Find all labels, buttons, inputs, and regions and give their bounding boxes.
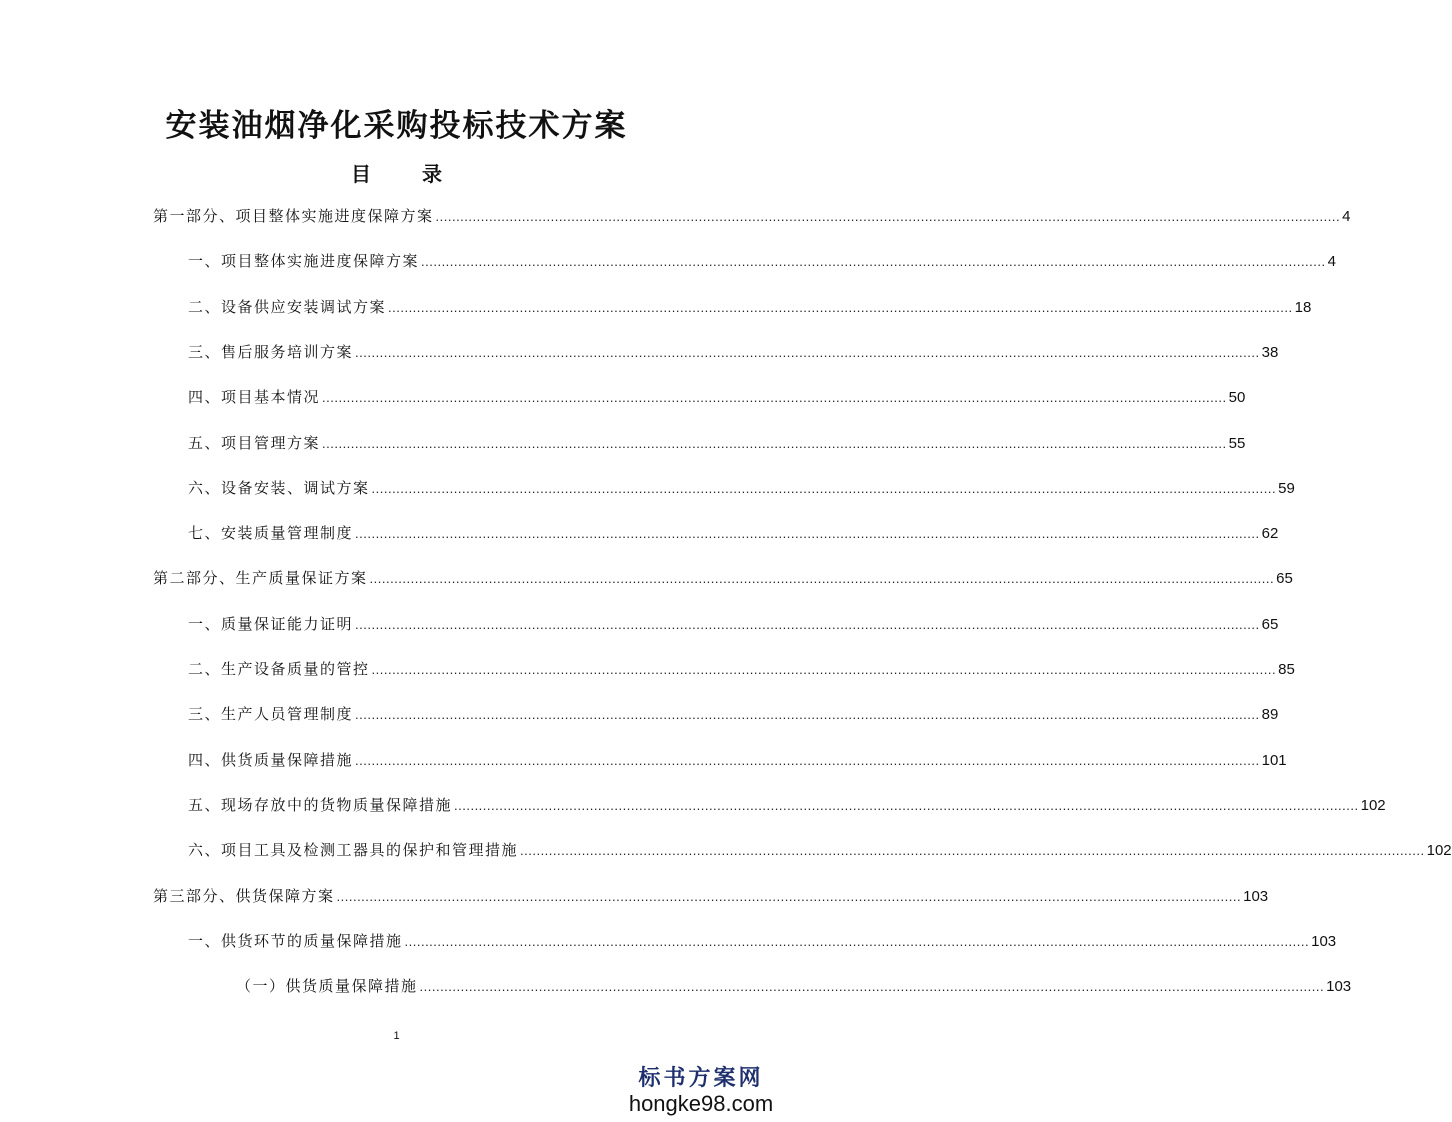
toc-entry[interactable] [153, 567, 1293, 589]
toc-dot-leader: ............................................................................................................................................................................................................................ [520, 843, 1425, 859]
toc-entry-label: 第二部分、生产质量保证方案 [153, 569, 368, 588]
toc-dot-leader: ............................................................................................................................................................................................................................ [371, 662, 1277, 677]
toc-entry-page-number: 103 [1326, 978, 1352, 996]
page-number: 1 [393, 1030, 400, 1042]
table-of-contents [0, 205, 1452, 1017]
toc-entry-label: 第三部分、供货保障方案 [153, 886, 335, 905]
toc-entry-page-number: 4 [1327, 253, 1336, 271]
toc-entry-label: 二、设备供应安装调试方案 [188, 297, 387, 316]
toc-entry-page-number: 102 [1426, 842, 1452, 860]
toc-entry-page-number: 62 [1261, 525, 1279, 543]
toc-entry[interactable] [188, 522, 1279, 544]
toc-dot-leader: ............................................................................................................................................................................................................................ [388, 299, 1293, 315]
toc-entry-label: 一、供货环节的质量保障措施 [188, 931, 403, 950]
toc-entry-page-number: 18 [1294, 298, 1312, 316]
toc-dot-leader: ............................................................................................................................................................................................................................ [355, 752, 1260, 768]
toc-entry-label: 一、项目整体实施进度保障方案 [188, 252, 420, 271]
toc-entry[interactable] [188, 386, 1246, 408]
toc-entry-label: （一）供货质量保障措施 [236, 977, 418, 996]
toc-entry-label: 七、安装质量管理制度 [188, 524, 354, 543]
watermark-url-text: hongke98.com [628, 1091, 774, 1116]
toc-dot-leader: ............................................................................................................................................................................................................................ [421, 254, 1326, 270]
toc-entry-page-number: 103 [1311, 932, 1337, 950]
toc-dot-leader: ............................................................................................................................................................................................................................ [322, 390, 1227, 406]
toc-entry-page-number: 4 [1342, 208, 1351, 225]
toc-dot-leader: ............................................................................................................................................................................................................................ [419, 979, 1325, 995]
toc-entry-page-number: 102 [1360, 796, 1386, 814]
toc-entry-page-number: 59 [1278, 479, 1295, 497]
toc-entry-page-number: 38 [1261, 343, 1279, 361]
toc-entry[interactable] [188, 341, 1279, 363]
toc-entry-page-number: 65 [1276, 570, 1293, 588]
toc-dot-leader: ............................................................................................................................................................................................................................ [336, 888, 1242, 904]
toc-entry-label: 四、供货质量保障措施 [188, 750, 354, 769]
toc-dot-leader: ............................................................................................................................................................................................................................ [369, 571, 1275, 587]
toc-dot-leader: ............................................................................................................................................................................................................................ [355, 707, 1260, 723]
toc-entry-page-number: 65 [1261, 615, 1279, 633]
toc-entry[interactable] [188, 839, 1452, 861]
toc-entry[interactable] [153, 885, 1269, 907]
toc-entry[interactable] [236, 975, 1352, 997]
toc-entry-label: 三、售后服务培训方案 [188, 342, 354, 361]
toc-dot-leader: ............................................................................................................................................................................................................................ [355, 526, 1260, 542]
toc-dot-leader: ............................................................................................................................................................................................................................ [435, 209, 1341, 224]
toc-entry[interactable] [188, 296, 1312, 318]
site-watermark [621, 1066, 781, 1116]
toc-entry-label: 五、项目管理方案 [188, 433, 321, 452]
toc-entry-label: 三、生产人员管理制度 [188, 705, 354, 724]
toc-dot-leader: ............................................................................................................................................................................................................................ [371, 480, 1277, 496]
document-title: 安装油烟净化采购投标技术方案 [165, 108, 628, 144]
toc-entry[interactable] [188, 477, 1295, 499]
toc-entry-label: 一、质量保证能力证明 [188, 614, 354, 633]
toc-entry[interactable] [153, 205, 1351, 227]
toc-entry[interactable] [188, 613, 1279, 635]
toc-entry-label: 六、设备安装、调试方案 [188, 478, 370, 497]
watermark-chinese-text: 标书方案网 [638, 1066, 764, 1091]
toc-dot-leader: ............................................................................................................................................................................................................................ [322, 435, 1227, 451]
toc-entry-page-number: 85 [1278, 661, 1295, 678]
toc-entry[interactable] [188, 794, 1386, 816]
toc-heading: 目 录 [351, 162, 464, 186]
toc-entry-label: 第一部分、项目整体实施进度保障方案 [153, 207, 434, 225]
toc-entry[interactable] [188, 749, 1287, 771]
toc-entry-label: 四、项目基本情况 [188, 388, 321, 407]
toc-entry-label: 二、生产设备质量的管控 [188, 660, 370, 678]
toc-dot-leader: ............................................................................................................................................................................................................................ [454, 797, 1359, 813]
toc-entry[interactable] [188, 432, 1246, 454]
toc-entry-page-number: 89 [1261, 706, 1279, 724]
toc-entry[interactable] [188, 250, 1336, 272]
toc-entry-page-number: 101 [1261, 751, 1287, 769]
toc-entry-label: 五、现场存放中的货物质量保障措施 [188, 795, 453, 814]
toc-dot-leader: ............................................................................................................................................................................................................................ [404, 933, 1310, 949]
toc-dot-leader: ............................................................................................................................................................................................................................ [355, 616, 1260, 632]
toc-entry-label: 六、项目工具及检测工器具的保护和管理措施 [188, 841, 519, 860]
toc-entry-page-number: 50 [1228, 389, 1246, 407]
toc-entry[interactable] [188, 703, 1279, 725]
toc-entry[interactable] [188, 930, 1337, 952]
toc-entry-page-number: 103 [1243, 887, 1269, 905]
toc-entry-page-number: 55 [1228, 434, 1246, 452]
toc-entry[interactable] [188, 658, 1295, 680]
toc-dot-leader: ............................................................................................................................................................................................................................ [355, 344, 1260, 360]
